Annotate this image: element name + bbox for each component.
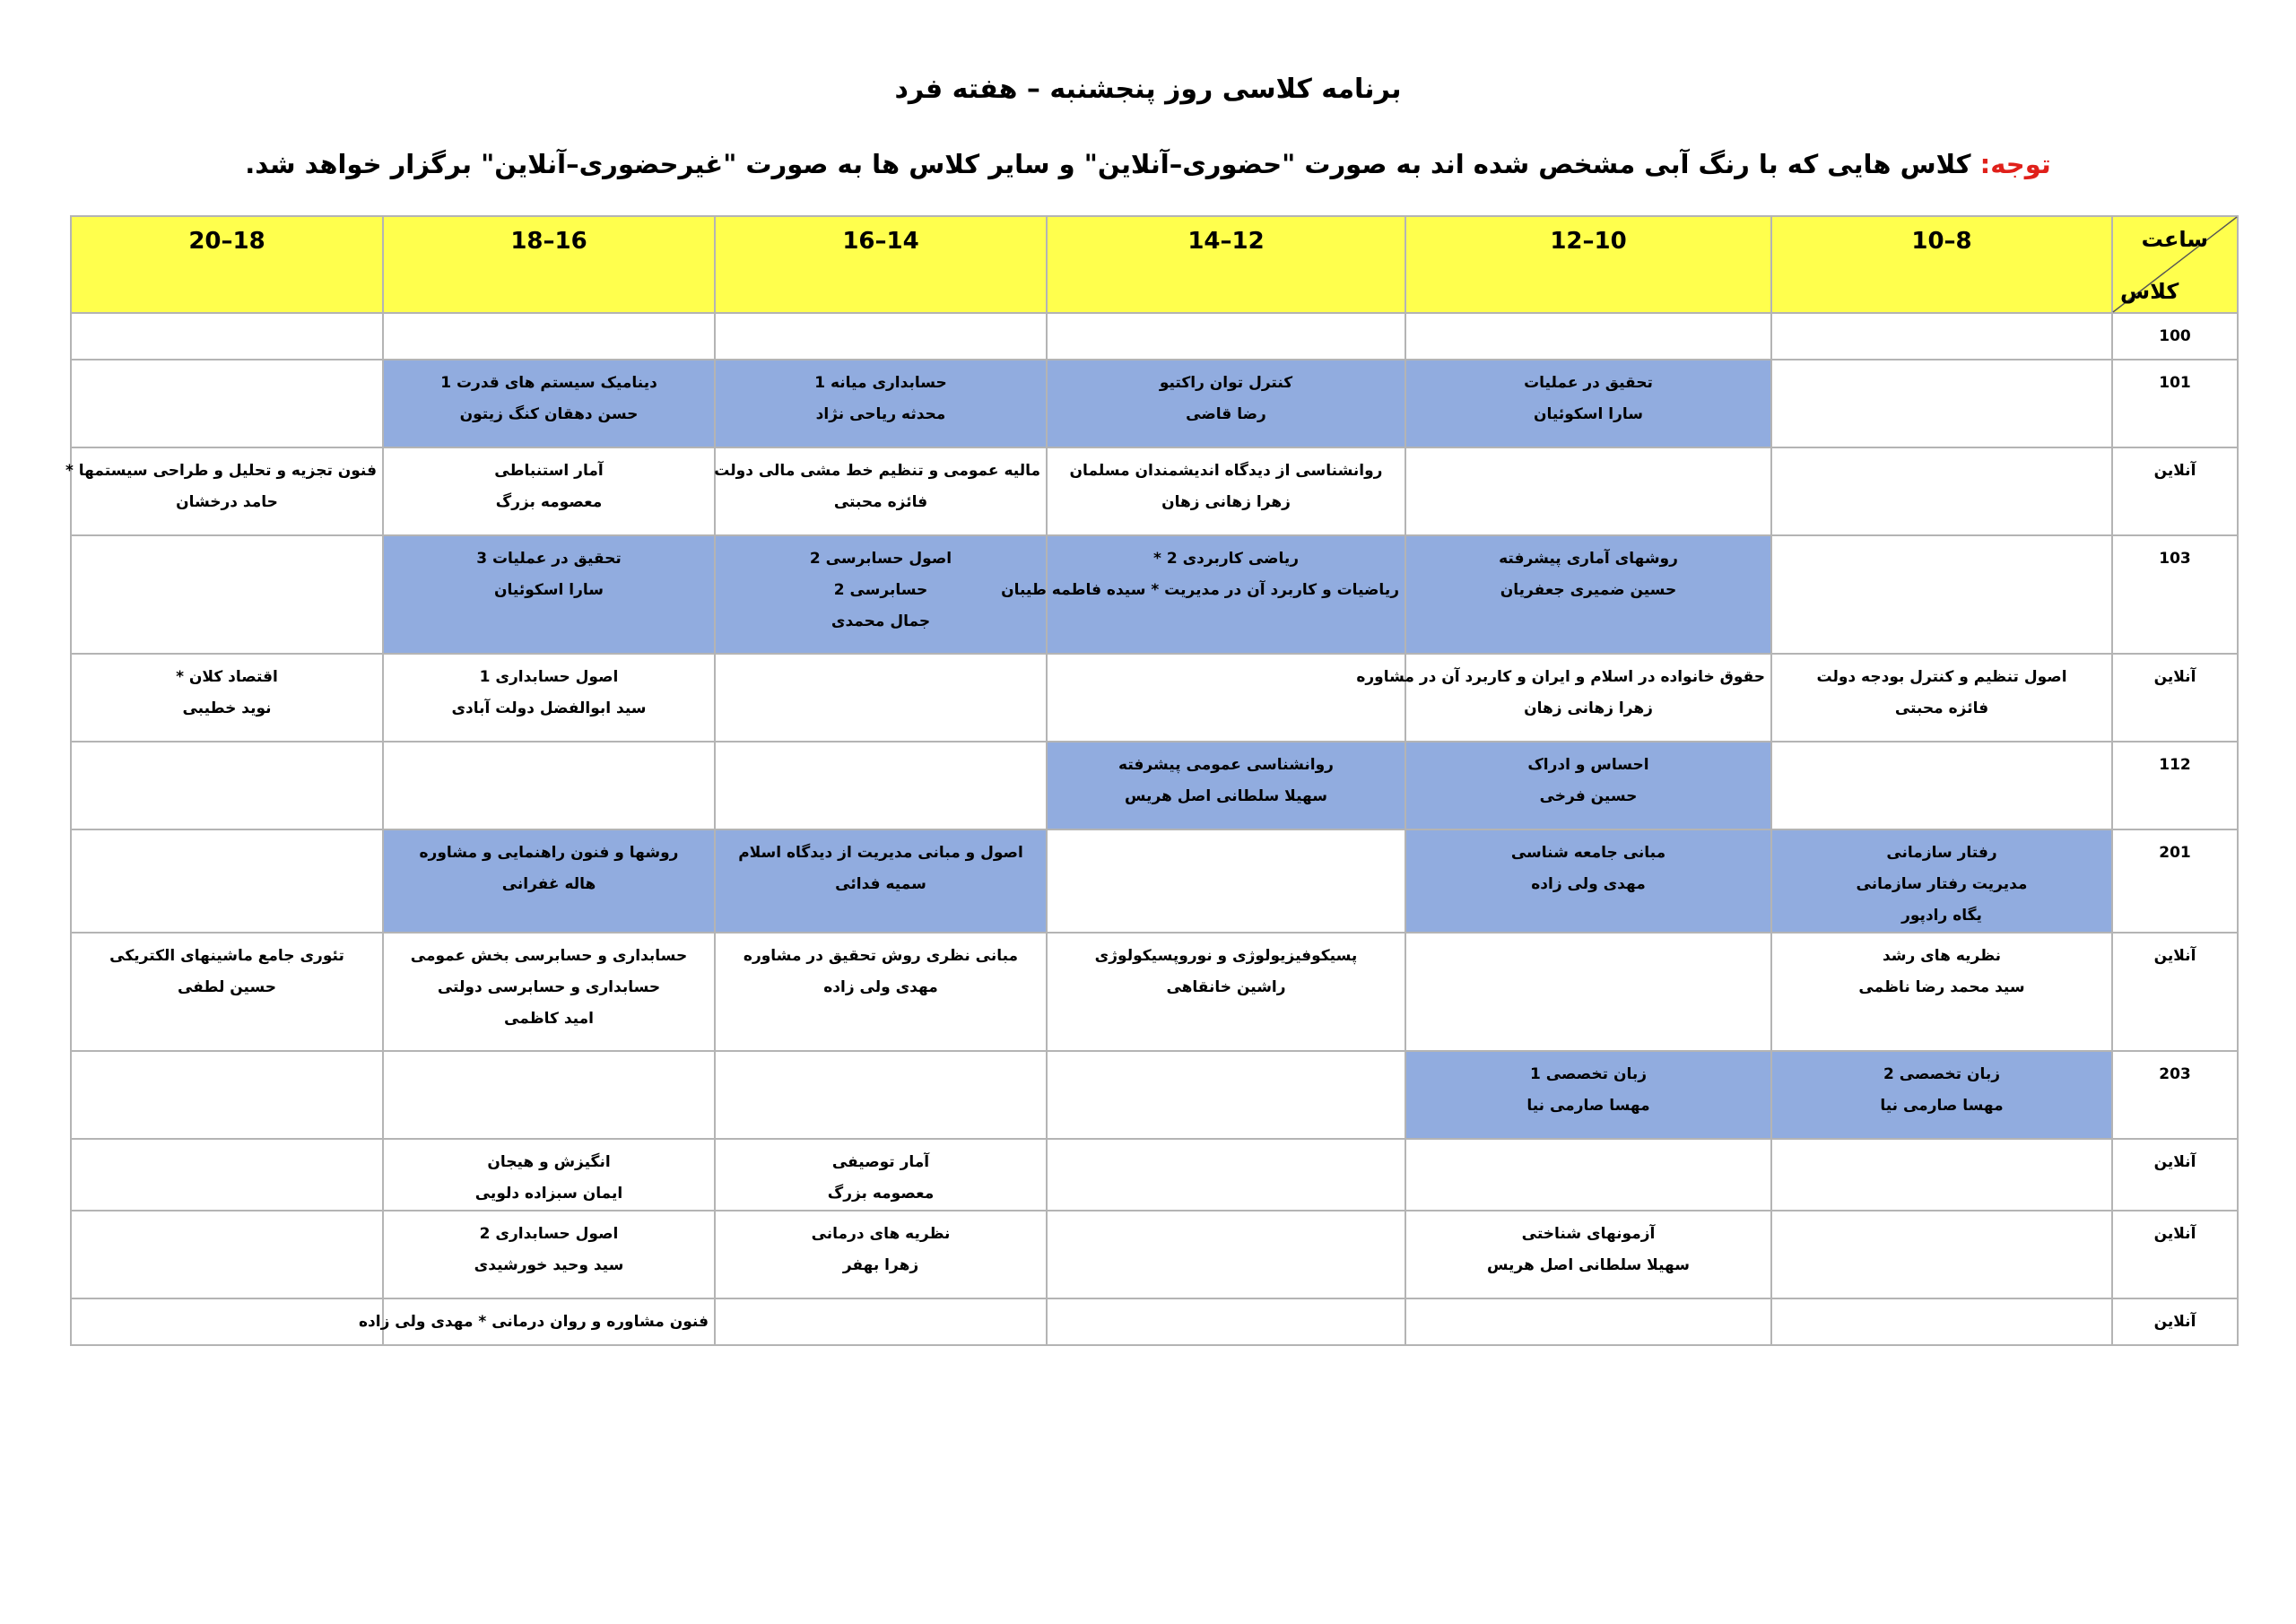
notice-text: کلاس هایی که با رنگ آبی مشخص شده اند به صورت "حضوری–آنلاین" و سایر کلاس ها به صورت "غیرحضوری–آنلاین" برگزار خواهد شد. bbox=[245, 149, 1980, 179]
class-cell bbox=[1405, 742, 1771, 829]
corner-class-label: کلاس bbox=[2120, 279, 2179, 304]
course-name: نظریه های درمانی bbox=[811, 1225, 951, 1243]
course-name: احساس و ادراک bbox=[1527, 756, 1649, 774]
class-cell bbox=[71, 360, 383, 447]
class-cell bbox=[1405, 829, 1771, 933]
corner-cell bbox=[2112, 216, 2238, 313]
slot-header: 14–16 bbox=[715, 216, 1047, 313]
schedule-body bbox=[65, 313, 2238, 1345]
course-detail: زهرا زهانی زهان bbox=[1524, 699, 1653, 717]
course-detail: سید وحید خورشیدی bbox=[474, 1256, 624, 1274]
course-detail: سید محمد رضا ناظمی bbox=[1858, 978, 2025, 996]
class-cell bbox=[71, 313, 383, 360]
course-detail: سید ابوالفضل دولت آبادی bbox=[451, 699, 647, 717]
class-cell bbox=[715, 313, 1047, 360]
class-cell bbox=[383, 535, 715, 654]
course-name: روشها و فنون راهنمایی و مشاوره bbox=[419, 844, 679, 862]
class-cell bbox=[358, 1298, 715, 1345]
schedule-row bbox=[71, 829, 2238, 933]
course-name: مبانی جامعه شناسی bbox=[1510, 844, 1666, 862]
course-detail: راشین خانقاهی bbox=[1166, 978, 1286, 996]
course-detail: زهرا زهانی زهان bbox=[1161, 493, 1291, 511]
course-detail: یگاه رادپور bbox=[1901, 907, 1982, 925]
class-cell bbox=[383, 1051, 715, 1139]
class-cell bbox=[1771, 447, 2112, 535]
class-cell bbox=[1771, 313, 2112, 360]
class-cell bbox=[71, 1051, 383, 1139]
notice-label: توجه: bbox=[1979, 149, 2051, 179]
class-cell bbox=[1771, 654, 2112, 742]
course-detail: سمیه فدائی bbox=[835, 875, 926, 893]
course-name: اصول حسابرسی 2 bbox=[809, 550, 952, 568]
class-cell bbox=[1771, 933, 2112, 1051]
course-detail: حسابداری و حسابرسی دولتی bbox=[437, 978, 661, 996]
course-detail: امید کاظمی bbox=[504, 1010, 594, 1028]
course-detail: حسین ضمیری جعفریان bbox=[1500, 581, 1677, 599]
course-detail: زهرا بهفر bbox=[842, 1256, 919, 1274]
slot-header: 10–12 bbox=[1405, 216, 1771, 313]
class-cell bbox=[1047, 1139, 1405, 1211]
course-name: ریاضی کاربردی 2 * bbox=[1153, 550, 1299, 568]
course-name: تئوری جامع ماشینهای الکتریکی bbox=[109, 947, 344, 965]
class-cell bbox=[1771, 1298, 2112, 1345]
class-cell bbox=[71, 1139, 383, 1211]
room-cell: 100 bbox=[2112, 313, 2238, 360]
notice bbox=[0, 149, 2296, 179]
course-name: آمار توصیفی bbox=[831, 1153, 930, 1171]
course-name: حقوق خانواده در اسلام و ایران و کاربرد آن در مشاوره bbox=[1356, 668, 1765, 686]
course-name: رفتار سازمانی bbox=[1886, 844, 1997, 862]
room-cell: آنلاین bbox=[2112, 654, 2238, 742]
schedule-row bbox=[71, 447, 2238, 535]
course-detail: ایمان سبزاده دلویی bbox=[474, 1185, 623, 1203]
schedule-row bbox=[71, 360, 2238, 447]
class-cell bbox=[383, 829, 715, 933]
class-cell bbox=[1405, 1211, 1771, 1298]
room-cell: آنلاین bbox=[2112, 1298, 2238, 1345]
class-cell bbox=[715, 1139, 1047, 1211]
class-cell bbox=[383, 313, 715, 360]
course-detail: حسن دهقان کنگ زیتون bbox=[459, 405, 639, 423]
room-cell: 112 bbox=[2112, 742, 2238, 829]
schedule-table bbox=[65, 215, 2239, 1346]
schedule-row bbox=[71, 535, 2238, 654]
page-title: برنامه کلاسی روز پنجشنبه – هفته فرد bbox=[894, 74, 1402, 105]
course-detail: مهسا صارمی نیا bbox=[1880, 1097, 2004, 1115]
course-name: انگیزش و هیجان bbox=[487, 1153, 611, 1171]
schedule-row bbox=[71, 313, 2238, 360]
class-cell bbox=[71, 1211, 383, 1298]
class-cell bbox=[1405, 933, 1771, 1051]
course-name: فنون تجزیه و تحلیل و طراحی سیستمها * bbox=[65, 462, 377, 480]
header-row bbox=[71, 216, 2238, 313]
class-cell bbox=[65, 447, 383, 535]
class-cell bbox=[1771, 360, 2112, 447]
class-cell bbox=[71, 654, 383, 742]
room-cell: 203 bbox=[2112, 1051, 2238, 1139]
class-cell bbox=[715, 654, 1047, 742]
class-cell bbox=[1047, 1211, 1405, 1298]
course-detail: معصومه بزرگ bbox=[827, 1185, 935, 1203]
course-detail: مدیریت رفتار سازمانی bbox=[1856, 875, 2028, 893]
course-name: روشهای آماری پیشرفته bbox=[1499, 550, 1678, 568]
class-cell bbox=[71, 1298, 383, 1345]
class-cell bbox=[1047, 742, 1405, 829]
class-cell bbox=[383, 1211, 715, 1298]
course-name: پسیکوفیزیولوژی و نوروپسیکولوژی bbox=[1094, 947, 1358, 965]
room-cell: آنلاین bbox=[2112, 1211, 2238, 1298]
room-cell: 201 bbox=[2112, 829, 2238, 933]
slot-header: 18–20 bbox=[71, 216, 383, 313]
course-detail: جمال محمدی bbox=[831, 612, 931, 630]
class-cell bbox=[71, 742, 383, 829]
class-cell bbox=[715, 742, 1047, 829]
class-cell bbox=[1405, 360, 1771, 447]
class-cell bbox=[1047, 313, 1405, 360]
schedule-row bbox=[71, 1298, 2238, 1345]
course-name: حسابداری میانه 1 bbox=[814, 374, 947, 392]
class-cell bbox=[1405, 1298, 1771, 1345]
course-detail: حامد درخشان bbox=[176, 493, 278, 511]
course-name: اصول و مبانی مدیریت از دیدگاه اسلام bbox=[738, 844, 1023, 862]
course-detail: معصومه بزرگ bbox=[495, 493, 603, 511]
course-detail: هاله غفرانی bbox=[501, 875, 596, 893]
course-detail: مهسا صارمی نیا bbox=[1526, 1097, 1650, 1115]
course-detail: فائزه محبتی bbox=[833, 493, 928, 511]
class-cell bbox=[715, 933, 1047, 1051]
course-name: آزمونهای شناختی bbox=[1521, 1225, 1656, 1243]
class-cell bbox=[383, 742, 715, 829]
course-detail: سارا اسکوئیان bbox=[494, 581, 604, 599]
class-cell bbox=[715, 1211, 1047, 1298]
class-cell bbox=[1356, 654, 1771, 742]
class-cell bbox=[1001, 535, 1405, 654]
slot-header: 12–14 bbox=[1047, 216, 1405, 313]
class-cell bbox=[383, 360, 715, 447]
course-detail: مهدی ولی زاده bbox=[823, 978, 938, 996]
schedule-row bbox=[71, 1139, 2238, 1211]
course-detail: فائزه محبتی bbox=[1894, 699, 1989, 717]
course-name: زبان تخصصی 1 bbox=[1529, 1065, 1648, 1083]
class-cell bbox=[715, 829, 1047, 933]
class-cell bbox=[1047, 829, 1405, 933]
class-cell bbox=[715, 1051, 1047, 1139]
room-cell: آنلاین bbox=[2112, 447, 2238, 535]
class-cell bbox=[383, 1139, 715, 1211]
class-cell bbox=[383, 447, 715, 535]
schedule-row bbox=[71, 933, 2238, 1051]
course-detail: حسین لطفی bbox=[177, 978, 277, 996]
course-name: مبانی نظری روش تحقیق در مشاوره bbox=[743, 947, 1019, 965]
slot-header: 8–10 bbox=[1771, 216, 2112, 313]
class-cell bbox=[1771, 742, 2112, 829]
course-name: تحقیق در عملیات 3 bbox=[476, 550, 622, 568]
room-cell: آنلاین bbox=[2112, 1139, 2238, 1211]
class-cell bbox=[71, 535, 383, 654]
class-cell bbox=[715, 447, 1047, 535]
course-name: فنون مشاوره و روان درمانی * مهدی ولی زاده bbox=[358, 1313, 709, 1331]
course-name: مالیه عمومی و تنظیم خط مشی مالی دولت bbox=[714, 462, 1040, 480]
class-cell bbox=[1047, 447, 1405, 535]
class-cell bbox=[1771, 829, 2112, 933]
course-detail: سهیلا سلطانی اصل هریس bbox=[1125, 787, 1327, 805]
schedule-row bbox=[71, 742, 2238, 829]
course-name: اصول تنظیم و کنترل بودجه دولت bbox=[1816, 668, 2067, 686]
course-name: حسابداری و حسابرسی بخش عمومی bbox=[410, 947, 688, 965]
class-cell bbox=[715, 535, 1047, 654]
corner-hour-label: ساعت bbox=[2141, 227, 2208, 252]
course-detail: سارا اسکوئیان bbox=[1534, 405, 1643, 423]
course-detail: محدثه ریاحی نژاد bbox=[815, 405, 946, 423]
schedule-row bbox=[71, 1211, 2238, 1298]
class-cell bbox=[1047, 1051, 1405, 1139]
course-name: روانشناسی عمومی پیشرفته bbox=[1118, 756, 1334, 774]
course-name: زبان تخصصی 2 bbox=[1883, 1065, 2001, 1083]
class-cell bbox=[1771, 1139, 2112, 1211]
class-cell bbox=[1405, 535, 1771, 654]
course-detail: ریاضیات و کاربرد آن در مدیریت * سیده فاطمه طیبان bbox=[1001, 581, 1399, 599]
class-cell bbox=[383, 654, 715, 742]
class-cell bbox=[1771, 535, 2112, 654]
class-cell bbox=[715, 1298, 1047, 1345]
class-cell bbox=[383, 933, 715, 1051]
class-cell bbox=[1405, 1051, 1771, 1139]
class-cell bbox=[1047, 1298, 1405, 1345]
course-name: آمار استنباطی bbox=[494, 462, 604, 480]
class-cell bbox=[1771, 1051, 2112, 1139]
schedule-row bbox=[71, 1051, 2238, 1139]
class-cell bbox=[1047, 654, 1405, 742]
class-cell bbox=[1405, 1139, 1771, 1211]
room-cell: 101 bbox=[2112, 360, 2238, 447]
class-cell bbox=[71, 933, 383, 1051]
class-cell bbox=[1047, 933, 1405, 1051]
class-cell bbox=[1405, 313, 1771, 360]
course-detail: حسابرسی 2 bbox=[833, 581, 928, 599]
room-cell: 103 bbox=[2112, 535, 2238, 654]
course-name: اقتصاد کلان * bbox=[176, 668, 278, 686]
course-name: اصول حسابداری 2 bbox=[479, 1225, 619, 1243]
course-detail: مهدی ولی زاده bbox=[1531, 875, 1646, 893]
course-name: کنترل توان راکتیو bbox=[1159, 374, 1293, 392]
class-cell bbox=[715, 360, 1047, 447]
room-cell: آنلاین bbox=[2112, 933, 2238, 1051]
course-detail: نوید خطیبی bbox=[182, 699, 272, 717]
class-cell bbox=[1771, 1211, 2112, 1298]
class-cell bbox=[71, 829, 383, 933]
course-detail: رضا قاضی bbox=[1186, 405, 1266, 423]
slot-header: 16–18 bbox=[383, 216, 715, 313]
schedule-row bbox=[71, 654, 2238, 742]
course-name: نظریه های رشد bbox=[1882, 947, 2002, 965]
course-name: اصول حسابداری 1 bbox=[479, 668, 619, 686]
course-name: دینامیک سیستم های قدرت 1 bbox=[440, 374, 657, 392]
course-detail: سهیلا سلطانی اصل هریس bbox=[1487, 1256, 1690, 1274]
course-name: تحقیق در عملیات bbox=[1524, 374, 1653, 392]
class-cell bbox=[1047, 360, 1405, 447]
course-detail: حسین فرخی bbox=[1539, 787, 1638, 805]
course-name: روانشناسی از دیدگاه اندیشمندان مسلمان bbox=[1069, 462, 1383, 480]
class-cell bbox=[1405, 447, 1771, 535]
